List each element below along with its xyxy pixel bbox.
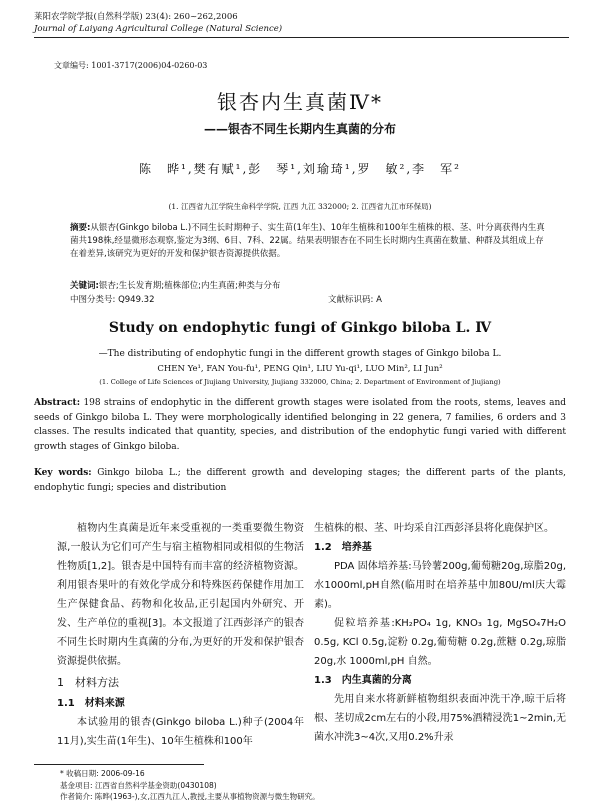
class-number: 中图分类号: Q949.32 <box>70 295 155 305</box>
paragraph-1-3: 先用自来水将新鲜植物组织表面冲洗干净,晾干后将根、茎切成2cm左右的小段,用75%酒精浸洗1~2min,无菌水冲洗3~4次,又用0.2%升汞 <box>314 694 566 743</box>
abstract-en <box>34 396 566 454</box>
keywords-en-text: Ginkgo biloba L.; the different growth and developing stages; the different parts of the plants, endophytic fungi; species and distribution <box>34 468 567 493</box>
footnote-bio: 作者简介: 陈晔(1963-),女,江西九江人,教授,主要从事植物资源与微生物研究。 <box>60 792 320 801</box>
authors-en: CHEN Ye¹, FAN You-fu¹, PENG Qin¹, LIU Yu-qi¹, LUO Min², LI Jun² <box>157 364 443 374</box>
title-en: Study on endophytic fungi of Ginkgo biloba L. Ⅳ <box>108 320 492 336</box>
body-column-right <box>314 519 566 747</box>
abstract-en-text: 198 strains of endophytic in the different growth stages were isolated from the roots, stems, leaves and seeds of Ginkgo biloba L. They were morphologically identified belonging in 22 genera, 7 families, 6 orders and 3 classes. The results indicated that quantity, species, and distribution of the endophytic fungi varied with different growth stages of Ginkgo biloba. <box>34 398 566 452</box>
keywords-en-label: Key words: <box>34 468 92 478</box>
paragraph-1-1: 本试验用的银杏(Ginkgo biloba L.)种子(2004年11月),实生苗(1年生)、10年生植株和100年 <box>57 717 304 747</box>
keywords-cn <box>70 280 548 293</box>
classification-cn <box>70 294 548 307</box>
footnote-fund: 基金项目: 江西省自然科学基金资助(0430108) <box>60 781 217 790</box>
title-cn: 银杏内生真菌Ⅳ* <box>217 90 383 114</box>
article-number: 文章编号: 1001-3717(2006)04-0260-03 <box>54 61 208 70</box>
affiliation-cn: (1. 江西省九江学院生命科学学院, 江西 九江 332000; 2. 江西省九江市环保局) <box>168 202 432 211</box>
paragraph-1-2-medium: 促粒培养基:KH₂PO₄ 1g, KNO₃ 1g, MgSO₄7H₂O 0.5g, KCl 0.5g,淀粉 0.2g,葡萄糖 0.2g,蔗糖 0.2g,琼脂 20g,水 1000ml,pH 自然。 <box>314 618 566 667</box>
body-column-left <box>57 519 304 751</box>
subtitle-en: —The distributing of endophytic fungi in the different growth stages of Ginkgo biloba L. <box>98 349 502 359</box>
abstract-en-label: Abstract: <box>34 398 81 408</box>
keywords-cn-text: 银杏;生长发育期;植株部位;内生真菌;种类与分布 <box>98 281 281 291</box>
footnote-received: * 收稿日期: 2006-09-16 <box>60 769 145 778</box>
journal-header-cn: 莱阳农学院学报(自然科学版) 23(4): 260~262,2006 <box>34 12 238 22</box>
keywords-cn-label: 关键词: <box>70 281 99 291</box>
paragraph-1-1-cont: 生植株的根、茎、叶均采自江西彭泽县将化鹿保护区。 <box>314 523 554 534</box>
subsection-heading-1-3: 1.3 内生真菌的分离 <box>314 675 412 686</box>
journal-header-en: Journal of Laiyang Agricultural College (Natural Science) <box>34 24 283 34</box>
document-code: 文献标识码: A <box>328 295 382 305</box>
subsection-heading-1-1: 1.1 材料来源 <box>57 698 125 709</box>
section-heading-methods: 1 材料方法 <box>57 676 119 689</box>
header-rule <box>34 37 569 38</box>
keywords-en <box>34 466 566 495</box>
subsection-heading-1-2: 1.2 培养基 <box>314 542 372 553</box>
subtitle-cn: ——银杏不同生长期内生真菌的分布 <box>203 122 396 136</box>
abstract-cn <box>70 222 548 261</box>
intro-paragraph: 植物内生真菌是近年来受重视的一类重要微生物资源,一般认为它们可产生与宿主植物相同或相似的生物活性物质[1,2]。银杏是中国特有而丰富的经济植物资源。利用银杏果叶的有效化学成分和特殊医药保健作用加工生产保健食品、药物和化妆品,正引起国内外研究、开发、生产单位的重视[3]。本文报道了江西彭泽产的银杏不同生长时期内生真菌的分布,为更好的开发和保护银杏资源提供依据。 <box>57 523 304 667</box>
affiliation-en: (1. College of Life Sciences of Jiujiang University, Jiujiang 332000, China; 2. Department of Environment of Jiujiang) <box>99 378 501 386</box>
abstract-cn-label: 摘要: <box>70 223 91 233</box>
abstract-cn-text: 从银杏(Ginkgo biloba L.)不同生长时期种子、实生苗(1年生)、10年生植株和100年生植株的根、茎、叶分离获得内生真菌共198株,经显微形态观察,鉴定为3纲、6目、7科、22属。结果表明银杏在不同生长时期内生真菌在数量、种群及其组成上存在着差异,该研究为更好的开发和保护银杏资源提供依据。 <box>70 223 545 259</box>
paragraph-1-2-pda: PDA 固体培养基:马铃薯200g,葡萄糖20g,琼脂20g,水1000ml,pH自然(临用时在培养基中加80U/ml庆大霉素)。 <box>314 561 566 610</box>
footnote-rule <box>34 764 204 765</box>
authors-cn: 陈 晔¹,樊有赋¹,彭 琴¹,刘瑜琦¹,罗 敏²,李 军² <box>139 162 461 176</box>
